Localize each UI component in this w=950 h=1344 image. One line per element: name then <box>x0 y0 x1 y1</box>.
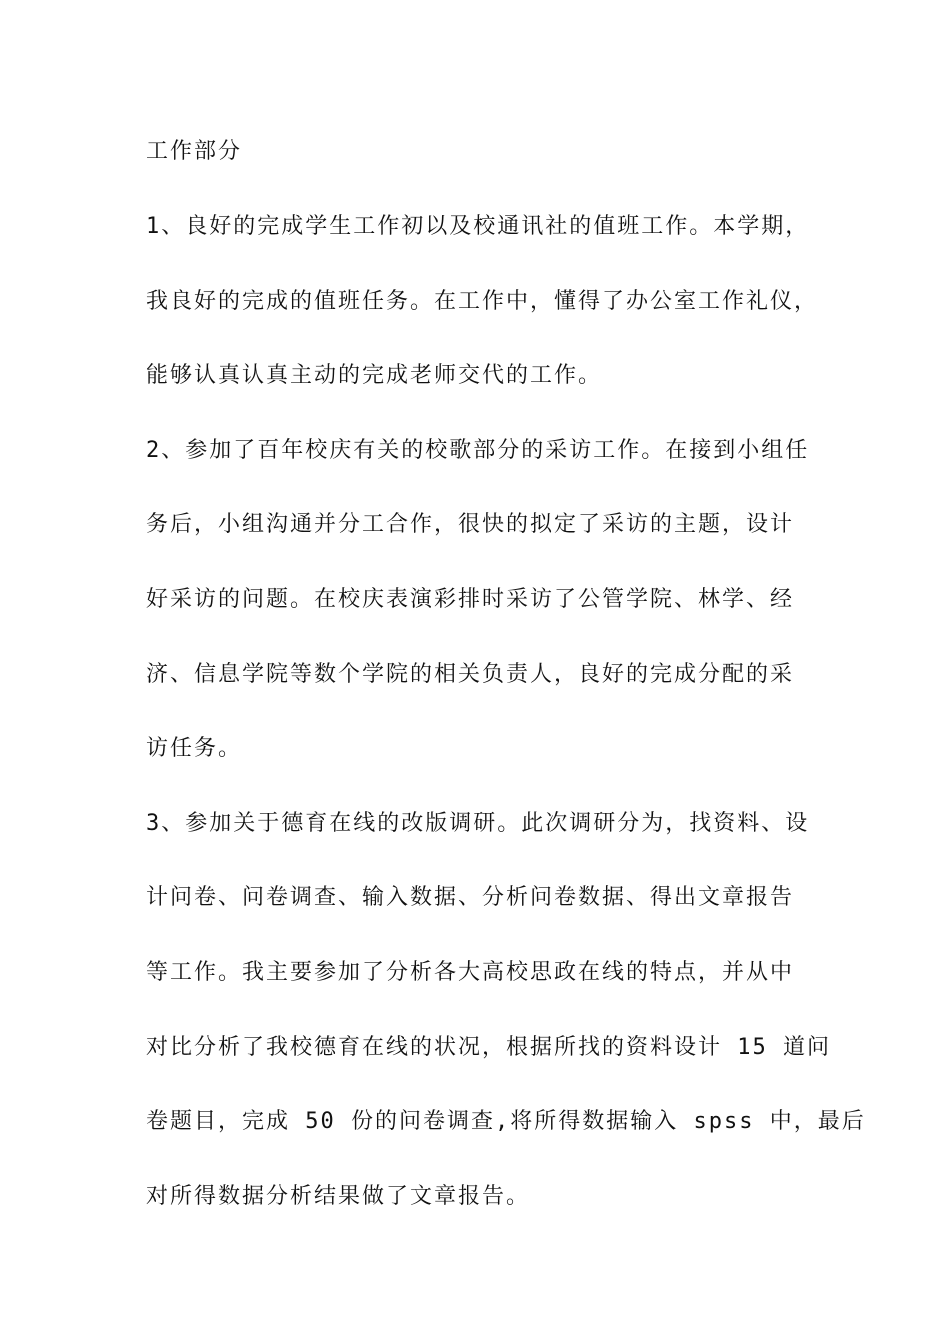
text-line: 1、良好的完成学生工作初以及校通讯社的值班工作。本学期， <box>146 214 810 239</box>
text-line: 能够认真认真主动的完成老师交代的工作。 <box>146 363 603 388</box>
text-line: 对所得数据分析结果做了文章报告。 <box>146 1184 531 1209</box>
text-line: 卷题目，完成 50 份的问卷调查,将所得数据输入 spss 中，最后 <box>146 1109 866 1134</box>
text-line: 访任务。 <box>146 736 243 761</box>
text-line: 务后，小组沟通并分工合作，很快的拟定了采访的主题，设计 <box>146 512 795 537</box>
text-line: 2、参加了百年校庆有关的校歌部分的采访工作。在接到小组任 <box>146 438 810 463</box>
text-line: 计问卷、问卷调查、输入数据、分析问卷数据、得出文章报告 <box>146 885 795 910</box>
text-line: 济、信息学院等数个学院的相关负责人，良好的完成分配的采 <box>146 662 795 687</box>
section-heading: 工作部分 <box>146 139 243 164</box>
text-line: 3、参加关于德育在线的改版调研。此次调研分为，找资料、设 <box>146 811 810 836</box>
text-line: 好采访的问题。在校庆表演彩排时采访了公管学院、林学、经 <box>146 587 795 612</box>
text-line: 等工作。我主要参加了分析各大高校思政在线的特点，并从中 <box>146 960 795 985</box>
text-line: 我良好的完成的值班任务。在工作中，懂得了办公室工作礼仪， <box>146 289 819 314</box>
text-line: 对比分析了我校德育在线的状况，根据所找的资料设计 15 道问 <box>146 1035 831 1060</box>
